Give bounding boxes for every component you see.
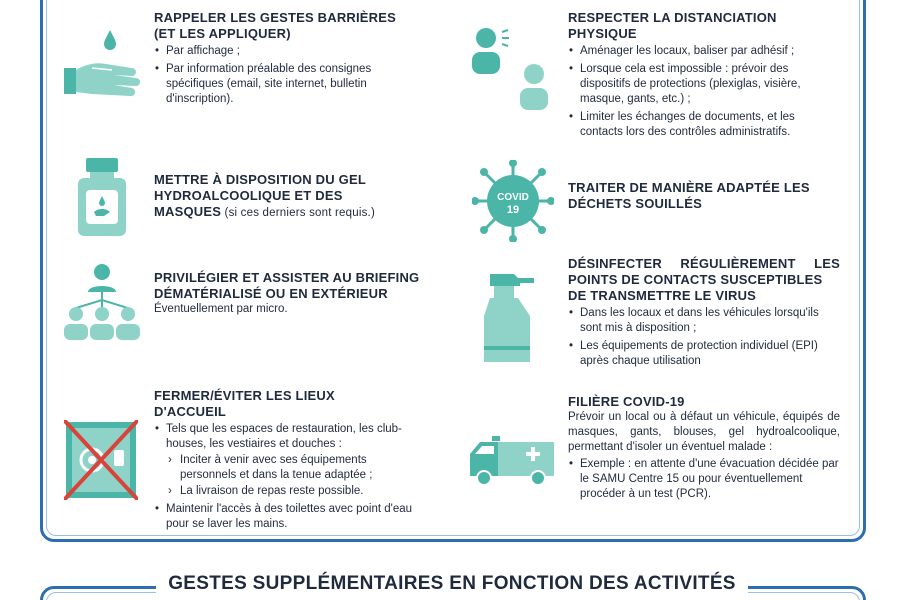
filiere-bullet: • Exemple : en attente d'une évacuation décidée par le SAMU Centre 15 ou pour éventuellement procéder à un test (PCR). — [568, 457, 840, 502]
dechets-title-line1: TRAITER DE MANIÈRE ADAPTÉE LES — [568, 180, 810, 195]
gel-title-line2: HYDROALCOOLIQUE ET DES — [154, 188, 343, 203]
virus-label-2: 19 — [506, 204, 520, 216]
distanciation-bullet-2: • Lorsque cela est impossible : prévoir des dispositifs de protections (plexiglas, visière, masque, gants, etc.) ; — [568, 62, 840, 107]
desinfecter-title-line3: DE TRANSMETTRE LE VIRUS — [568, 288, 757, 303]
distanciation-block — [568, 10, 840, 143]
desinfecter-block — [568, 256, 840, 372]
desinfecter-title-line2: POINTS DE CONTACTS SUSCEPTIBLES — [568, 272, 823, 287]
gel-title-line3: MASQUES — [154, 204, 222, 219]
gestes-title-line1: RAPPELER LES GESTES BARRIÈRES — [154, 10, 397, 25]
distancing-people-icon — [468, 26, 554, 112]
distanciation-bullet-3: • Limiter les échanges de documents, et les contacts lors des contrôles administratifs. — [568, 110, 840, 140]
gel-block — [154, 172, 424, 221]
accueil-title-line1: FERMER/ÉVITER LES LIEUX — [154, 388, 335, 403]
hand-washing-icon — [62, 28, 142, 98]
accueil-bullet-1 — [154, 422, 424, 499]
distanciation-title-line1: RESPECTER LA DISTANCIATION — [568, 10, 777, 25]
briefing-block — [154, 270, 434, 317]
closed-locker-icon — [64, 420, 138, 500]
gestes-bullet-2: • Par information préalable des consignes spécifiques (email, site internet, bulletin d'inscription). — [154, 62, 414, 107]
gel-title-line1: METTRE À DISPOSITION DU GEL — [154, 172, 366, 187]
accueil-sub-1: › Inciter à venir avec ses équipements personnels et dans la tenue adaptée ; — [166, 453, 424, 483]
briefing-title-line1: PRIVILÉGIER ET ASSISTER AU BRIEFING — [154, 270, 420, 285]
spray-bottle-icon — [480, 272, 540, 364]
desinfecter-title-line1: DÉSINFECTER RÉGULIÈREMENT LES — [568, 256, 840, 271]
gestes-block — [154, 10, 414, 110]
distanciation-title-line2: PHYSIQUE — [568, 26, 637, 41]
filiere-block — [568, 394, 840, 505]
group-people-icon — [62, 262, 142, 340]
bottom-section-title: GESTES SUPPLÉMENTAIRES EN FONCTION DES ACTIVITÉS — [156, 572, 748, 596]
distanciation-bullet-1: • Aménager les locaux, baliser par adhésif ; — [568, 44, 840, 59]
gestes-title-line2: (ET LES APPLIQUER) — [154, 26, 291, 41]
accueil-bullet-1-text: Tels que les espaces de restauration, les club-houses, les vestiaires et douches : — [166, 423, 402, 450]
desinfecter-bullet-1: • Dans les locaux et dans les véhicules lorsqu'ils sont mis à disposition ; — [568, 306, 840, 336]
accueil-sub-2: › La livraison de repas reste possible. — [166, 484, 424, 499]
briefing-title-line2: DÉMATÉRIALISÉ OU EN EXTÉRIEUR — [154, 286, 388, 301]
ambulance-icon — [468, 432, 556, 488]
dechets-block — [568, 180, 838, 212]
briefing-text: Éventuellement par micro. — [154, 303, 288, 315]
accueil-bullet-2: • Maintenir l'accès à des toilettes avec point d'eau pour se laver les mains. — [154, 502, 424, 532]
desinfecter-bullet-2: • Les équipements de protection individuel (EPI) après chaque utilisation — [568, 339, 840, 369]
gel-bottle-icon — [76, 158, 128, 238]
filiere-text: Prévoir un local ou à défaut un véhicule, équipés de masques, gants, blouses, gel hydroalcoolique, permettant d'isoler un éventuel malade : — [568, 411, 840, 453]
accueil-title-line2: D'ACCUEIL — [154, 404, 227, 419]
bottom-title-wrap — [0, 572, 904, 596]
gel-title-note: (si ces derniers sont requis.) — [221, 207, 375, 219]
dechets-title-line2: DÉCHETS SOUILLÉS — [568, 196, 702, 211]
virus-label-1: COVID — [497, 192, 529, 203]
gestes-bullet-1: • Par affichage ; — [154, 44, 414, 59]
accueil-block — [154, 388, 424, 535]
filiere-title: FILIÈRE COVID-19 — [568, 394, 685, 409]
covid-virus-icon — [472, 160, 554, 242]
